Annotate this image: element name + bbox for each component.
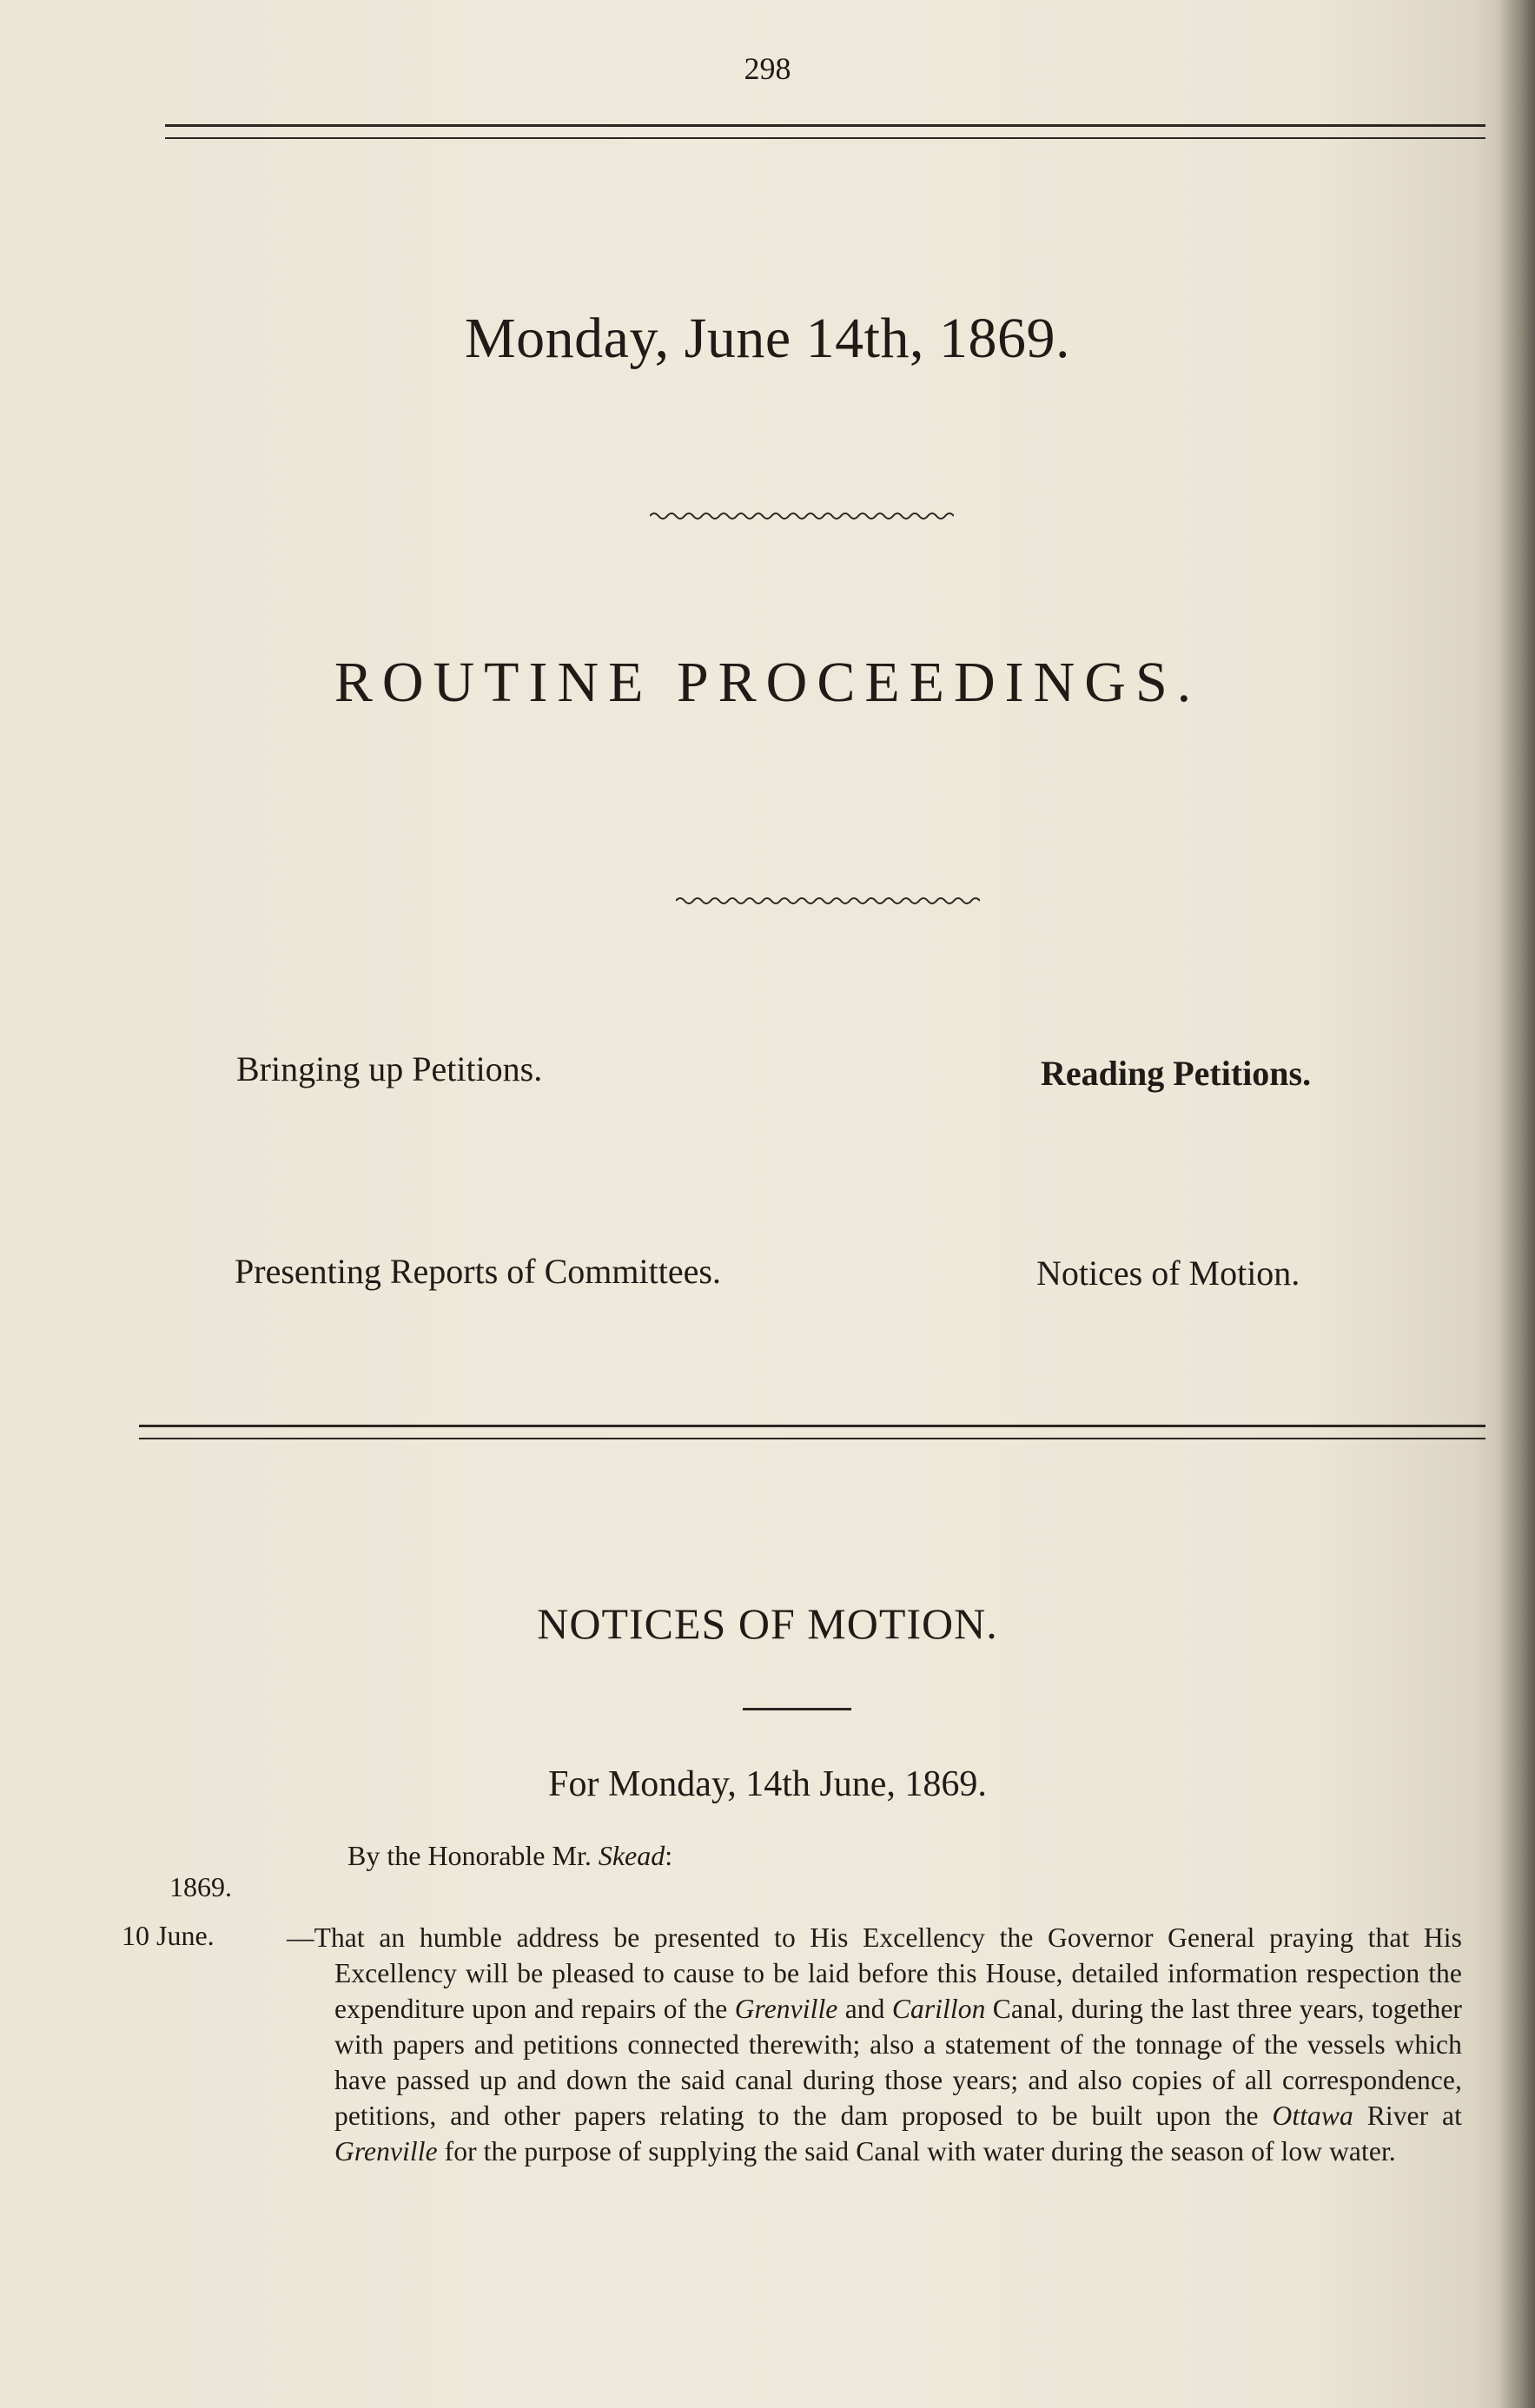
date-heading: Monday, June 14th, 1869.: [464, 307, 1070, 370]
top-double-rule: [165, 124, 1485, 139]
order-item-bringing-up-petitions: Bringing up Petitions.: [236, 1049, 543, 1088]
mover-suffix: :: [665, 1840, 673, 1871]
mover-name: Skead: [598, 1840, 665, 1871]
middle-double-rule: [139, 1425, 1485, 1439]
notice-body: —That an humble address be presented to His Excellency the Governor General praying that His Excellency will be pleased to cause to be laid before this House, detailed information respection the expenditure upon and repairs of the Grenville and Carillon Canal, during the last three years, together with papers and petitions connected therewith; also a statement of the tonnage of the vessels which have passed up and down the said canal during those years; and also copies of all correspondence, petitions, and other papers relating to the dam proposed to be built upon the Ottawa River at Grenville for the purpose of supplying the said Canal with water during the season of low water.: [287, 1922, 1462, 2167]
notice-year: 1869.: [169, 1871, 232, 1902]
for-date-heading: For Monday, 14th June, 1869.: [548, 1764, 987, 1804]
wavy-divider-top: [650, 510, 954, 522]
mover-prefix: By the Honorable Mr.: [347, 1840, 592, 1871]
notice-text: [287, 1920, 1462, 2169]
short-divider: [743, 1708, 851, 1710]
notices-of-motion-heading: NOTICES OF MOTION.: [537, 1599, 998, 1648]
order-item-presenting-reports: Presenting Reports of Committees.: [235, 1252, 721, 1291]
order-item-notices-of-motion: Notices of Motion.: [1036, 1254, 1300, 1293]
mover-line: [347, 1840, 672, 1872]
order-item-reading-petitions: Reading Petitions.: [1041, 1054, 1312, 1093]
routine-proceedings-heading: ROUTINE PROCEEDINGS.: [334, 651, 1201, 714]
wavy-divider-bottom: [676, 895, 980, 907]
notice-date: 10 June.: [122, 1920, 215, 1951]
page-number: 298: [744, 51, 791, 86]
